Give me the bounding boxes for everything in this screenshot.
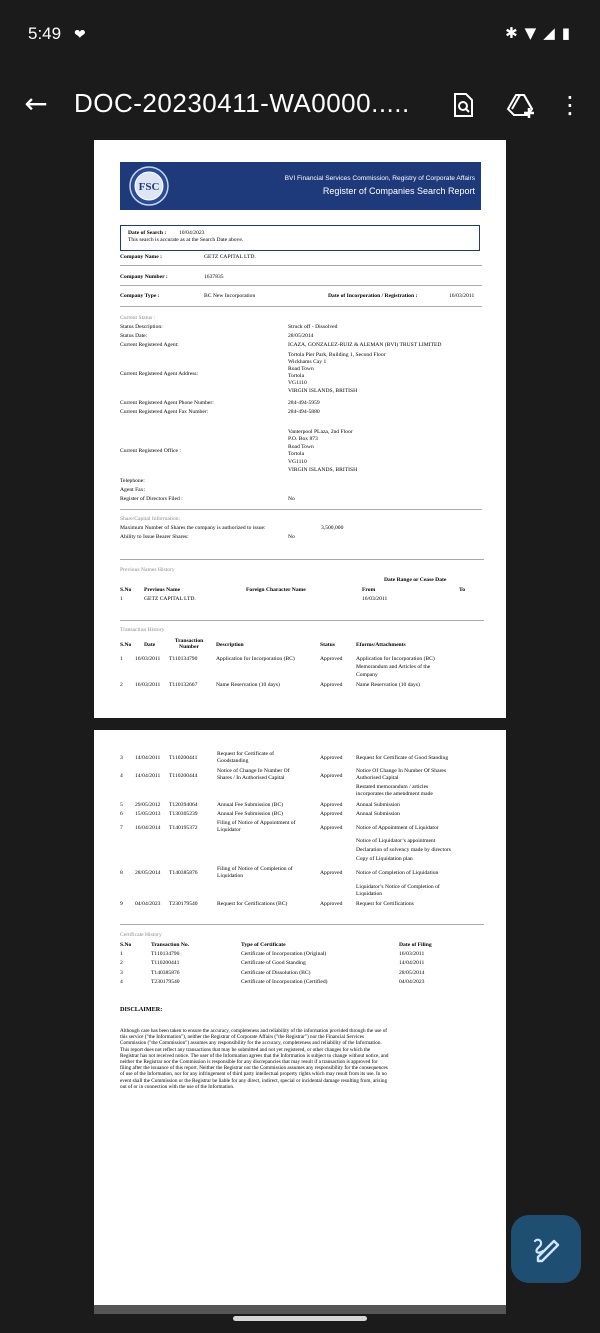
office-line: Vanterpool PLaza, 2nd Floor bbox=[288, 429, 353, 435]
txn-number: T230179540 bbox=[169, 901, 198, 907]
disclaimer-line: event shall the Commission or the Registrar be liable for any direct, indirect, special or incidental damage resulting from, arising bbox=[120, 1077, 388, 1084]
txn-date: 15/05/2013 bbox=[135, 811, 161, 817]
agent-address-line: Tortola bbox=[288, 373, 305, 379]
txn-sno: 2 bbox=[120, 682, 123, 688]
cert-date: 16/03/2011 bbox=[399, 951, 425, 957]
cert-sno: 3 bbox=[120, 970, 123, 976]
agent-phone-label: Current Registered Agent Phone Number: bbox=[120, 400, 214, 406]
txn-eform: Annual Submission bbox=[356, 802, 400, 808]
col-date: Date bbox=[144, 642, 156, 648]
fsc-logo-icon bbox=[127, 165, 171, 207]
col-description: Description bbox=[216, 642, 244, 648]
more-options-icon[interactable]: ⋮ bbox=[558, 91, 582, 119]
cert-sno: 1 bbox=[120, 951, 123, 957]
col-previous-name: Previous Name bbox=[144, 587, 181, 593]
txn-number: T120394064 bbox=[169, 802, 198, 808]
cert-date: 04/04/2023 bbox=[399, 979, 425, 985]
txn-eform: Copy of Liquidation plan bbox=[356, 856, 413, 862]
home-gesture-bar[interactable] bbox=[233, 1316, 367, 1321]
transaction-history-heading: Transaction History bbox=[120, 627, 165, 633]
txn-date: 04/04/2023 bbox=[135, 901, 161, 907]
prev-name-sno: 1 bbox=[120, 596, 123, 602]
office-line: P.O. Box 873 bbox=[288, 436, 318, 442]
txn-eform: Name Reservation (10 days) bbox=[356, 682, 420, 688]
txn-sno: 4 bbox=[120, 773, 123, 779]
txn-eform: Annual Submission bbox=[356, 811, 400, 817]
txn-status: Approved bbox=[320, 682, 343, 688]
col-date-of-filing: Date of Filing bbox=[399, 942, 432, 948]
txn-description: Liquidator bbox=[217, 827, 241, 833]
txn-eform: Memorandum and Articles of the bbox=[356, 664, 431, 670]
bluetooth-icon: ✱ bbox=[505, 24, 518, 42]
bearer-shares-label: Ability to Issue Bearer Shares: bbox=[120, 534, 189, 540]
disclaimer-line: Commission ("the Commission") assumes any responsibility for the accuracy, completeness and reliability of the Information. bbox=[120, 1040, 382, 1047]
cert-type: Certificate of Incorporation (Original) bbox=[241, 951, 327, 957]
system-icons bbox=[505, 24, 570, 42]
disclaimer-line: Registrar has not received notice. The user of the Information agrees that the Information is subject to change without notice, and bbox=[120, 1052, 389, 1059]
search-date-label: Date of Search : bbox=[128, 230, 167, 236]
col-type-of-certificate: Type of Certificate bbox=[241, 942, 286, 948]
company-name-label: Company Name : bbox=[120, 254, 162, 260]
company-number-value: 1637835 bbox=[204, 274, 224, 280]
txn-status: Approved bbox=[320, 870, 343, 876]
back-arrow-icon[interactable]: ← bbox=[24, 87, 48, 120]
office-line: VG1110 bbox=[288, 459, 307, 465]
cert-sno: 4 bbox=[120, 979, 123, 985]
search-date-box bbox=[120, 225, 480, 251]
page-scroll-indicator bbox=[94, 1305, 506, 1314]
status-bar bbox=[0, 0, 600, 70]
col-sno: S.No bbox=[120, 942, 132, 948]
txn-eform: Request for Certifications bbox=[356, 901, 414, 907]
txn-description: Name Reservation (10 days) bbox=[216, 682, 280, 688]
txn-description: Shares / In Authorised Capital bbox=[217, 775, 285, 781]
txn-status: Approved bbox=[320, 825, 343, 831]
agent-fax-label: Agent Fax: bbox=[120, 487, 146, 493]
txn-description: Filing of Notice of Completion of bbox=[217, 866, 293, 872]
disclaimer-line: This report does not reflect any transactions that may be submitted and not yet registered, or other changes for which the bbox=[120, 1046, 371, 1053]
txn-sno: 3 bbox=[120, 755, 123, 761]
previous-names-heading: Previous Names History bbox=[120, 567, 175, 573]
col-transaction-number: Transaction Number bbox=[174, 638, 204, 651]
date-range-heading: Date Range or Cease Date bbox=[384, 577, 447, 583]
txn-date: 14/04/2011 bbox=[135, 755, 161, 761]
bearer-shares-value: No bbox=[288, 534, 295, 540]
disclaimer-line: neither the Registrar nor the Commission is responsible for any discrepancies that may result if a transaction is approved for bbox=[120, 1059, 378, 1066]
col-foreign-name: Foreign Character Name bbox=[246, 587, 306, 593]
status-date-label: Status Date: bbox=[120, 333, 148, 339]
txn-number: T130305239 bbox=[169, 811, 198, 817]
txn-description: Notice of Change In Number Of bbox=[217, 768, 290, 774]
cert-date: 14/04/2011 bbox=[399, 960, 425, 966]
txn-status: Approved bbox=[320, 755, 343, 761]
registered-agent-label: Current Registered Agent: bbox=[120, 342, 179, 348]
txn-eform: Restated memorandum / articles bbox=[356, 784, 429, 790]
txn-sno: 5 bbox=[120, 802, 123, 808]
txn-number: T110134790 bbox=[169, 656, 198, 662]
col-transaction-no: Transaction No. bbox=[151, 942, 190, 948]
app-bar bbox=[0, 72, 600, 138]
txn-sno: 8 bbox=[120, 870, 123, 876]
pdf-page-1 bbox=[94, 140, 506, 718]
agent-fax-number-value: 284-494-5880 bbox=[288, 409, 320, 415]
status-date-value: 28/05/2014 bbox=[288, 333, 314, 339]
directors-filed-label: Register of Directors Filed : bbox=[120, 496, 183, 502]
txn-description: Annual Fee Submission (BC) bbox=[217, 802, 284, 808]
agent-fax-number-label: Current Registered Agent Fax Number: bbox=[120, 409, 209, 415]
txn-sno: 9 bbox=[120, 901, 123, 907]
txn-date: 16/03/2011 bbox=[135, 682, 161, 688]
txn-date: 28/05/2014 bbox=[135, 870, 161, 876]
cert-sno: 2 bbox=[120, 960, 123, 966]
company-name-value: GETZ CAPITAL LTD. bbox=[204, 254, 256, 260]
logo-text: FSC bbox=[138, 181, 160, 193]
col-to: To bbox=[459, 587, 466, 593]
agent-address-line: Road Town bbox=[288, 366, 314, 372]
col-status: Status bbox=[320, 642, 335, 648]
report-header-banner bbox=[120, 162, 481, 210]
txn-eform: incorporates the amendment made bbox=[356, 791, 433, 797]
txn-eform: Declaration of solvency made by directors bbox=[356, 847, 451, 853]
agent-address-line: VIRGIN ISLANDS, BRITISH bbox=[288, 388, 358, 394]
pdf-page-2 bbox=[94, 730, 506, 1305]
health-heart-icon: ❤ bbox=[74, 27, 86, 43]
txn-status: Approved bbox=[320, 802, 343, 808]
office-line: VIRGIN ISLANDS, BRITISH bbox=[288, 467, 358, 473]
status-description-label: Status Description: bbox=[120, 324, 163, 330]
agent-address-line: Tortola Pier Park, Building 1, Second Floor bbox=[288, 352, 386, 358]
office-line: Tortola bbox=[288, 451, 305, 457]
office-line: Road Town bbox=[288, 444, 314, 450]
report-title: Register of Companies Search Report bbox=[322, 186, 475, 196]
txn-date: 29/05/2012 bbox=[135, 802, 161, 808]
txn-eform: Liquidator’s Notice of Completion of bbox=[356, 884, 440, 890]
directors-filed-value: No bbox=[288, 496, 295, 502]
status-description-value: Struck off - Dissolved bbox=[288, 324, 338, 330]
txn-eform: Notice of Appointment of Liquidator bbox=[356, 825, 439, 831]
col-from: From bbox=[362, 587, 376, 593]
txn-status: Approved bbox=[320, 656, 343, 662]
registered-agent-value: ICAZA, GONZALEZ-RUIZ & ALEMAN (BVI) TRUST LIMITED bbox=[288, 342, 442, 348]
disclaimer-line: of use of the Information, nor for any infringement of third party intellectual property rights which may result from its use. In no bbox=[120, 1071, 387, 1078]
cert-txn: T140385876 bbox=[151, 970, 180, 976]
incorporation-date-value: 16/03/2011 bbox=[449, 293, 475, 299]
txn-sno: 7 bbox=[120, 825, 123, 831]
txn-date: 16/04/2014 bbox=[135, 825, 161, 831]
txn-eform: Application for Incorporation (BC) bbox=[356, 656, 435, 662]
col-eforms: Eforms/Attachments bbox=[356, 642, 406, 648]
max-shares-value: 3,500,000 bbox=[321, 525, 344, 531]
txn-sno: 1 bbox=[120, 656, 123, 662]
document-title: DOC-20230411-WA0000..... bbox=[74, 88, 410, 118]
txn-description: Annual Fee Submission (BC) bbox=[217, 811, 284, 817]
search-document-icon[interactable] bbox=[448, 90, 478, 120]
agent-address-label: Current Registered Agent Address: bbox=[120, 371, 199, 377]
registered-office-label: Current Registered Office : bbox=[120, 448, 181, 454]
txn-eform: Notice of Completion of Liquidation bbox=[356, 870, 439, 876]
prev-name-value: GETZ CAPITAL LTD. bbox=[144, 596, 196, 602]
current-status-heading: Current Status : bbox=[120, 315, 156, 321]
cert-txn: T110200441 bbox=[151, 960, 180, 966]
txn-description: Request for Certificate of bbox=[217, 751, 275, 757]
cert-date: 28/05/2014 bbox=[399, 970, 425, 976]
company-number-label: Company Number : bbox=[120, 274, 168, 280]
txn-eform: Notice of Liquidator’s appointment bbox=[356, 838, 436, 844]
company-type-value: BC New Incorporation bbox=[204, 293, 256, 299]
signal-icon: ◢ bbox=[543, 24, 555, 42]
col-sno: S.No bbox=[120, 587, 132, 593]
txn-status: Approved bbox=[320, 773, 343, 779]
accuracy-note: This search is accurate as at the Search Date above. bbox=[128, 237, 244, 243]
txn-date: 16/03/2011 bbox=[135, 656, 161, 662]
txn-description: Goodstanding bbox=[217, 758, 249, 764]
txn-description: Filing of Notice of Appointment of bbox=[217, 820, 296, 826]
txn-eform: Request for Certificate of Good Standing bbox=[356, 755, 449, 761]
txn-eform: Authorised Capital bbox=[356, 775, 399, 781]
annotate-button[interactable] bbox=[511, 1215, 581, 1283]
cert-type: Certificate of Good Standing bbox=[241, 960, 306, 966]
txn-number: T110132667 bbox=[169, 682, 198, 688]
disclaimer-line: out of or in connection with the use of the Information. bbox=[120, 1083, 235, 1090]
col-sno: S.No bbox=[120, 642, 132, 648]
telephone-label: Telephone: bbox=[120, 478, 145, 484]
txn-number: T140385876 bbox=[169, 870, 198, 876]
wifi-icon: ▼ bbox=[524, 24, 537, 42]
battery-icon: ▮ bbox=[561, 24, 570, 42]
certificate-history-heading: Certificate History bbox=[120, 932, 162, 938]
txn-description: Liquidation bbox=[217, 873, 244, 879]
incorporation-date-label: Date of Incorporation / Registration : bbox=[328, 293, 418, 299]
company-type-label: Company Type : bbox=[120, 293, 160, 299]
disclaimer-heading: DISCLAIMER: bbox=[120, 1006, 163, 1013]
txn-status: Approved bbox=[320, 901, 343, 907]
txn-sno: 6 bbox=[120, 811, 123, 817]
pen-edit-icon bbox=[511, 1215, 581, 1283]
txn-number: T110200444 bbox=[169, 773, 198, 779]
txn-number: T140195372 bbox=[169, 825, 198, 831]
txn-status: Approved bbox=[320, 811, 343, 817]
txn-eform: Liquidation bbox=[356, 891, 383, 897]
disclaimer-line: this service ("the Information"), neither the Registrar of Corporate Affairs ("the Registrar") nor the Financial Services bbox=[120, 1034, 365, 1041]
cert-type: Certificate of Dissolution (BC) bbox=[241, 970, 311, 976]
header-line-1: BVI Financial Services Commission, Registry of Corporate Affairs bbox=[284, 175, 475, 182]
search-date-value: 10/04/2023 bbox=[179, 230, 205, 236]
cert-type: Certificate of Incorporation (Certified) bbox=[241, 979, 328, 985]
agent-phone-value: 284-494-5959 bbox=[288, 400, 320, 406]
txn-description: Application for Incorporation (BC) bbox=[216, 656, 295, 662]
max-shares-label: Maximum Number of Shares the company is authorized to issue: bbox=[120, 525, 266, 531]
txn-eform: Notice Of Change In Number Of Shares bbox=[356, 768, 447, 774]
txn-date: 14/04/2011 bbox=[135, 773, 161, 779]
agent-address-line: Wickhams Cay 1 bbox=[288, 359, 327, 365]
txn-description: Request for Certifications (BC) bbox=[217, 901, 288, 907]
prev-name-from: 16/03/2011 bbox=[362, 596, 388, 602]
add-to-drive-icon[interactable] bbox=[505, 90, 535, 120]
cert-txn: T230179540 bbox=[151, 979, 180, 985]
disclaimer-line: filing after the issuance of this report. Neither the Registrar nor the Commission assumes any responsibility for the consequences bbox=[120, 1065, 388, 1072]
disclaimer-body bbox=[120, 1028, 482, 1090]
cert-txn: T110134790 bbox=[151, 951, 180, 957]
txn-eform: Company bbox=[356, 672, 378, 678]
agent-address-line: VG1110 bbox=[288, 380, 307, 386]
txn-number: T110200441 bbox=[169, 755, 198, 761]
share-capital-heading: Share/Capital Information: bbox=[120, 516, 181, 522]
status-time: 5:49 bbox=[28, 24, 62, 43]
disclaimer-line: Although care has been taken to ensure the accuracy, completeness and reliability of the information provided through the use of bbox=[120, 1028, 388, 1034]
